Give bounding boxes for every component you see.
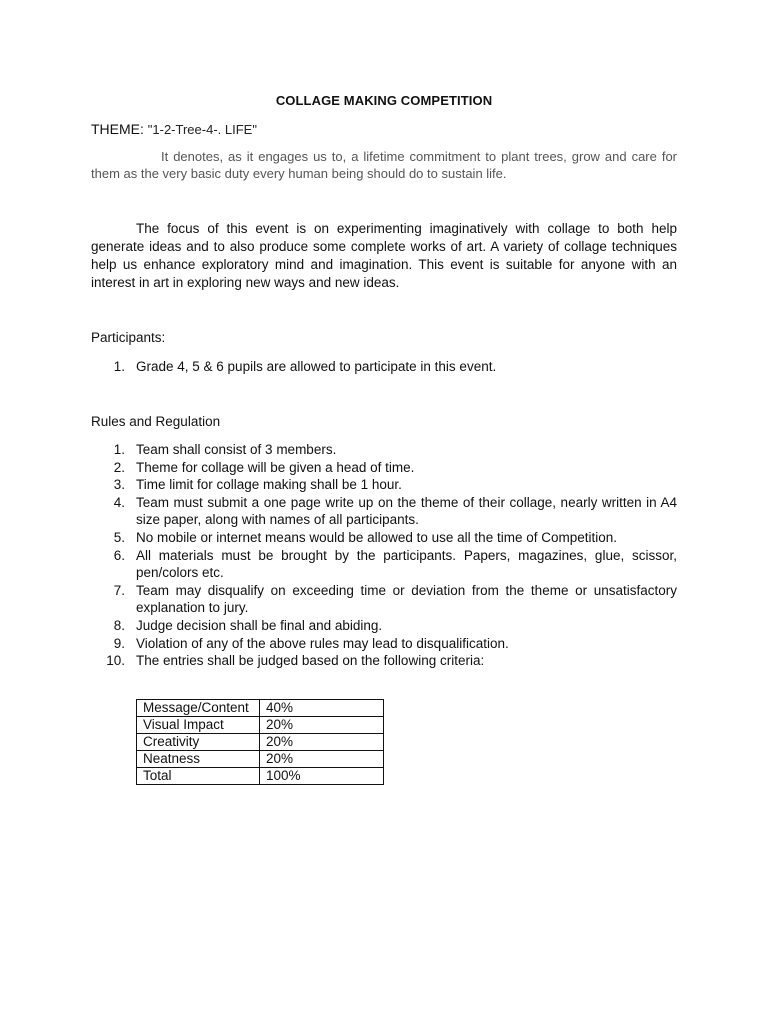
list-item-text: Violation of any of the above rules may lead to disqualification. (136, 635, 509, 651)
list-item-text: Team shall consist of 3 members. (136, 442, 337, 457)
rules-heading: Rules and Regulation (91, 414, 221, 429)
criteria-weight-cell: 20% (260, 751, 384, 768)
participants-heading: Participants: (91, 330, 166, 345)
list-item-number: 10. (106, 653, 125, 669)
list-item (91, 582, 677, 617)
list-item (91, 547, 677, 582)
list-item-text: Time limit for collage making shall be 1 hour. (136, 477, 402, 493)
list-item-text: Team may disqualify on exceeding time or deviation from the theme or unsatisfactory explanation to jury. (136, 582, 677, 616)
list-item-number: 2. (113, 459, 125, 475)
criteria-name-cell: Creativity (137, 734, 260, 751)
list-item (91, 459, 677, 477)
criteria-weight-cell: 20% (260, 734, 384, 751)
list-item-number: 8. (113, 617, 125, 633)
list-item (91, 494, 677, 529)
criteria-weight-cell: 100% (260, 768, 384, 785)
participants-list (91, 358, 677, 376)
list-item (91, 635, 677, 653)
list-item-number: 4. (113, 494, 125, 510)
list-item (91, 529, 677, 547)
list-item-text: Judge decision shall be final and abiding. (136, 617, 383, 633)
criteria-weight-cell: 40% (260, 700, 384, 717)
criteria-table (136, 699, 384, 785)
list-item-number: 1. (113, 442, 125, 457)
list-item-number: 5. (113, 529, 125, 545)
list-item (91, 476, 677, 494)
table-row (137, 768, 384, 785)
list-item (91, 358, 677, 376)
list-item (91, 617, 677, 635)
list-item-number: 1. (113, 359, 125, 374)
table-row (137, 717, 384, 734)
table-row (137, 700, 384, 717)
list-item-number: 6. (113, 547, 125, 563)
rules-list (91, 441, 677, 670)
list-item-number: 3. (113, 477, 125, 493)
theme-line (91, 121, 257, 137)
table-row (137, 734, 384, 751)
criteria-name-cell: Total (137, 768, 260, 785)
theme-value: "1-2-Tree-4-. LIFE" (147, 122, 257, 137)
criteria-name-cell: Visual Impact (137, 717, 260, 734)
list-item-number: 7. (113, 582, 125, 598)
theme-description: It denotes, as it engages us to, a lifetime commitment to plant trees, grow and care for them as the very basic duty every human being should do to sustain life. (91, 149, 677, 181)
document-title: COLLAGE MAKING COMPETITION (275, 93, 493, 108)
list-item-text: Theme for collage will be given a head of time. (136, 459, 415, 475)
criteria-name-cell: Message/Content (137, 700, 260, 717)
list-item-text: Team must submit a one page write up on the theme of their collage, nearly written in A4 size paper, along with names of all participants. (136, 494, 677, 528)
list-item-text: All materials must be brought by the participants. Papers, magazines, glue, scissor, pen/colors etc. (136, 547, 677, 581)
criteria-weight-cell: 20% (260, 717, 384, 734)
list-item-text: The entries shall be judged based on the following criteria: (136, 653, 485, 669)
theme-label: THEME: (91, 121, 144, 137)
list-item-text: Grade 4, 5 & 6 pupils are allowed to participate in this event. (136, 359, 497, 374)
list-item-text: No mobile or internet means would be allowed to use all the time of Competition. (136, 529, 618, 545)
focus-paragraph: The focus of this event is on experimenting imaginatively with collage to both help generate ideas and to also produce some complete works of art. A variety of collage techniques help us enhance exploratory mind and imagination. This event is suitable for anyone with an interest in art in exploring new ways and new ideas. (91, 221, 677, 290)
list-item (91, 652, 677, 670)
table-row (137, 751, 384, 768)
criteria-name-cell: Neatness (137, 751, 260, 768)
list-item-number: 9. (113, 635, 125, 651)
list-item (91, 441, 677, 459)
